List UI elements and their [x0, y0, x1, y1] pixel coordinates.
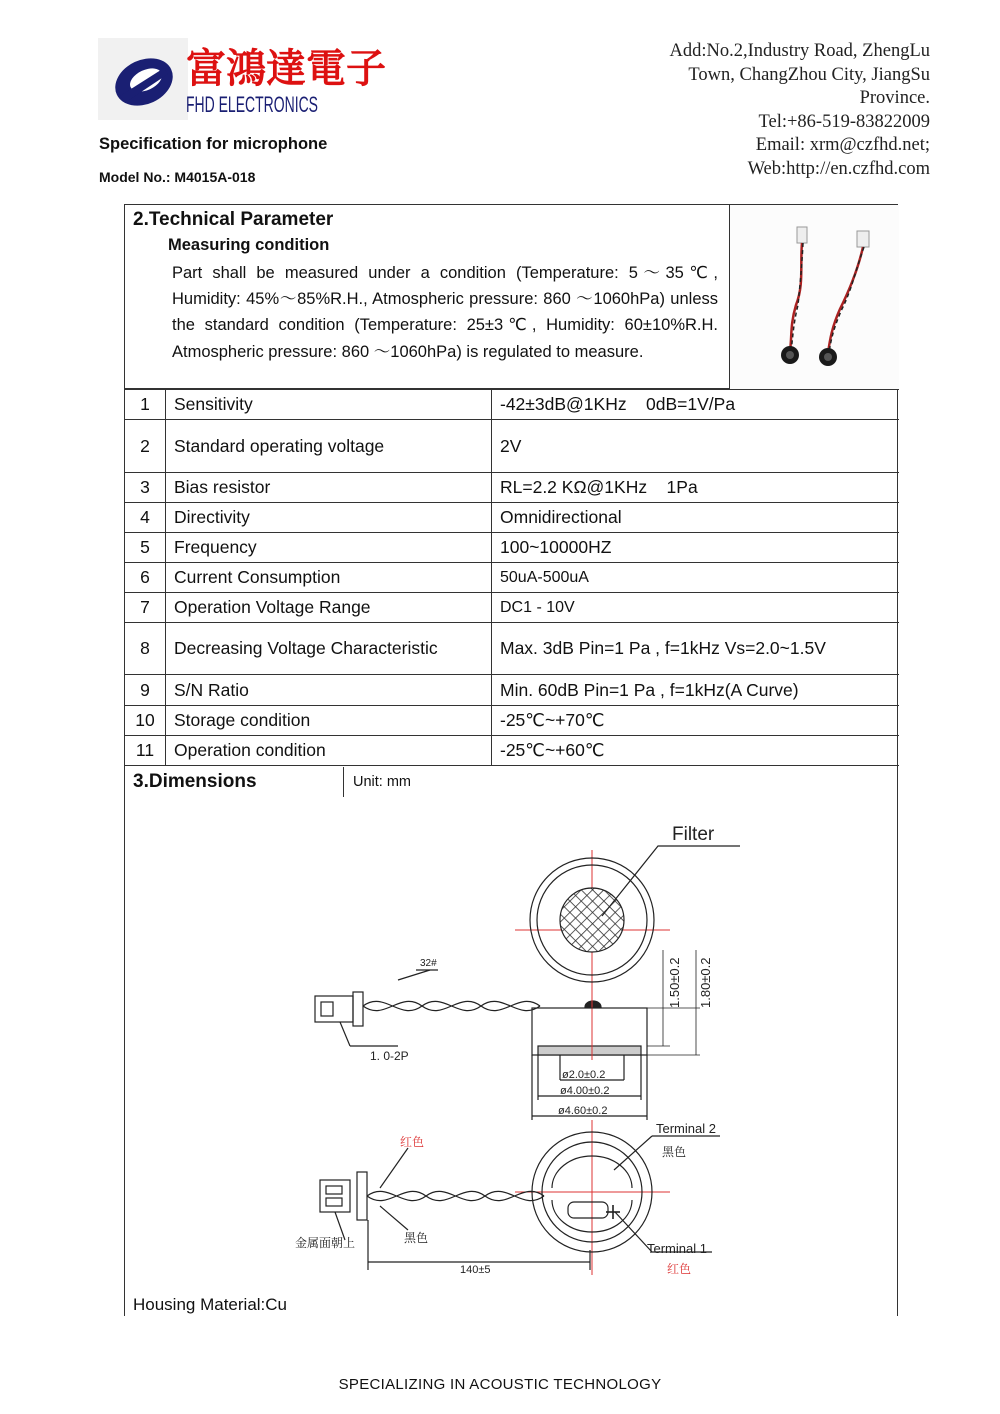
parameter-value: -42±3dB@1KHz 0dB=1V/Pa: [492, 390, 900, 420]
address-line: Province.: [859, 88, 930, 108]
parameter-name: S/N Ratio: [166, 675, 492, 706]
section-title: 2.Technical Parameter: [133, 209, 334, 230]
length-label: 140±5: [460, 1264, 491, 1276]
parameter-value: 50uA-500uA: [492, 563, 900, 593]
table-row: [125, 563, 899, 593]
parameter-name: Directivity: [166, 503, 492, 533]
parameter-value: Omnidirectional: [492, 503, 900, 533]
parameter-name: Operation condition: [166, 736, 492, 766]
company-address: [570, 40, 930, 181]
address-line: Town, ChangZhou City, JiangSu: [688, 64, 930, 85]
email-line: Email: xrm@czfhd.net;: [755, 135, 930, 155]
row-number: 5: [125, 533, 166, 563]
row-number: 3: [125, 473, 166, 503]
web-line: Web:http://en.czfhd.com: [747, 158, 930, 179]
parameter-name: Storage condition: [166, 706, 492, 736]
divider: [343, 767, 344, 797]
diameter-3-label: ø4.60±0.2: [558, 1105, 608, 1117]
parameter-value: 2V: [492, 420, 900, 473]
dimension-drawing: [140, 810, 760, 1295]
table-row: [125, 390, 899, 420]
red-wire-label: 红色: [400, 1135, 425, 1149]
company-logo: [98, 38, 386, 120]
parameter-name: Bias resistor: [166, 473, 492, 503]
section-subtitle: Measuring condition: [168, 236, 330, 254]
parameter-name: Current Consumption: [166, 563, 492, 593]
row-number: 8: [125, 623, 166, 675]
microphone-photo: [730, 205, 899, 389]
terminal-2-color: 黑色: [662, 1145, 687, 1159]
row-number: 7: [125, 593, 166, 623]
logo-cn-text: 富鴻達電子: [186, 47, 386, 91]
table-row: [125, 503, 899, 533]
model-number: Model No.: M4015A-018: [99, 169, 256, 185]
row-number: 2: [125, 420, 166, 473]
terminal-1-color: 红色: [667, 1262, 692, 1276]
terminal-1-label: Terminal 1: [647, 1241, 707, 1256]
parameter-value: 100~10000HZ: [492, 533, 900, 563]
wire-gauge-label: 32#: [420, 958, 437, 969]
parameter-value: Max. 3dB Pin=1 Pa , f=1kHz Vs=2.0~1.5V: [492, 623, 900, 675]
parameter-name: Frequency: [166, 533, 492, 563]
parameter-value: RL=2.2 KΩ@1KHz 1Pa: [492, 473, 900, 503]
table-row: [125, 593, 899, 623]
connector-label: 1. 0-2P: [370, 1049, 409, 1063]
table-row: [125, 473, 899, 503]
height-1-label: 1.50±0.2: [667, 957, 682, 1008]
parameter-value: -25℃~+60℃: [492, 736, 900, 766]
row-number: 6: [125, 563, 166, 593]
parameter-name: Operation Voltage Range: [166, 593, 492, 623]
parameter-value: -25℃~+70℃: [492, 706, 900, 736]
parameter-name: Sensitivity: [166, 390, 492, 420]
row-number: 9: [125, 675, 166, 706]
logo-en-text: FHD ELECTRONICS: [186, 92, 318, 117]
table-row: [125, 706, 899, 736]
row-number: 1: [125, 390, 166, 420]
spec-title: Specification for microphone: [99, 135, 328, 153]
table-row: [125, 623, 899, 675]
parameter-name: Standard operating voltage: [166, 420, 492, 473]
parameter-value: DC1 - 10V: [492, 593, 900, 623]
filter-label: Filter: [672, 824, 715, 845]
row-number: 4: [125, 503, 166, 533]
table-row: [125, 675, 899, 706]
phone-line: Tel:+86-519-83822009: [758, 111, 930, 132]
height-2-label: 1.80±0.2: [698, 957, 713, 1008]
technical-parameter-header: [125, 205, 730, 389]
terminal-2-label: Terminal 2: [656, 1121, 716, 1136]
row-number: 11: [125, 736, 166, 766]
housing-material: Housing Material:Cu: [133, 1295, 288, 1314]
table-row: [125, 420, 899, 473]
parameter-name: Decreasing Voltage Characteristic: [166, 623, 492, 675]
dimensions-unit: Unit: mm: [353, 774, 411, 790]
dimensions-title: 3.Dimensions: [133, 771, 257, 792]
row-number: 10: [125, 706, 166, 736]
parameter-value: Min. 60dB Pin=1 Pa , f=1kHz(A Curve): [492, 675, 900, 706]
address-line: Add:No.2,Industry Road, ZhengLu: [669, 41, 930, 61]
black-wire-label: 黑色: [404, 1231, 429, 1245]
table-row: [125, 533, 899, 563]
table-row: [125, 736, 899, 766]
metal-side-label: 金属面朝上: [295, 1236, 356, 1250]
page-footer: SPECIALIZING IN ACOUSTIC TECHNOLOGY: [338, 1376, 662, 1393]
diameter-1-label: ø2.0±0.2: [562, 1069, 606, 1081]
parameter-table: [125, 389, 899, 766]
measuring-condition-text: Part shall be measured under a condition (Temperature: 5～35℃, Humidity: 45%～85%R.H., Atmospheric pressure: 860 ～1060hPa) unless the standard condition (Temperature: 25±3℃, Humidity: 60±10%R.H. Atmospheric pressure: 860 ～1060hPa) is regulated to measure.: [172, 264, 718, 361]
diameter-2-label: ø4.00±0.2: [560, 1085, 610, 1097]
